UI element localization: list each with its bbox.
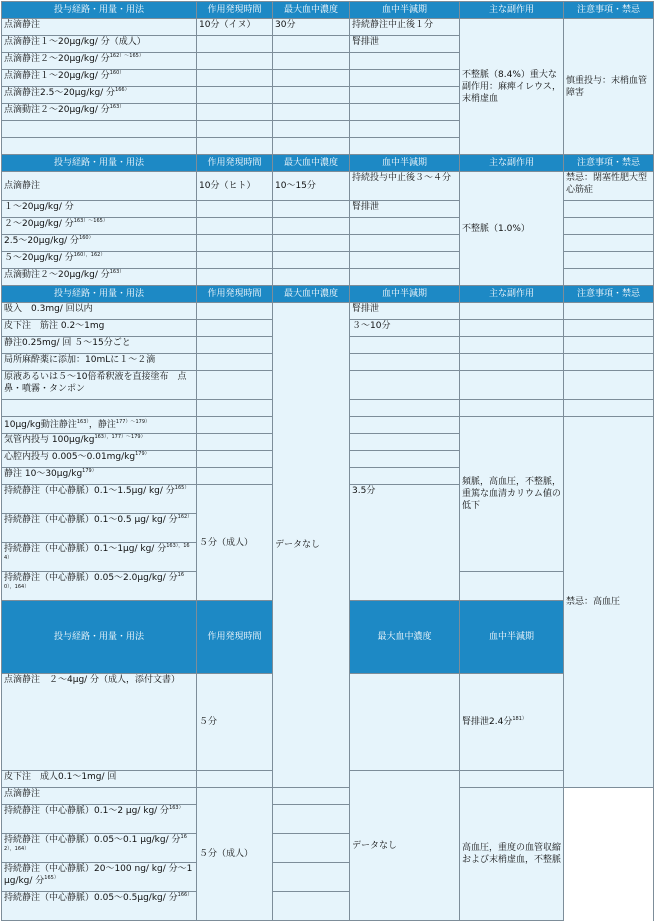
route-cell: １〜20μg/kg/ 分 (2, 201, 197, 218)
col-header-halflife: 血中半減期 (460, 601, 564, 674)
col-header-onset: 作用発現時間 (197, 2, 273, 19)
route-cell: 点滴静注１〜20μg/kg/ 分（成人） (2, 36, 197, 53)
side-effect-cell: 不整脈（8.4%）重大な副作用：麻痺イレウス，末梢虚血 (460, 19, 564, 155)
notes-cell: 禁忌：閉塞性肥大型心筋症 (564, 172, 654, 201)
col-header-route: 投与経路・用量・用法 (2, 2, 197, 19)
route-cell: 持続静注（中心静脈）0.05〜0.5μg/kg/ 分$^{166)}$ (2, 892, 197, 921)
route-cell: 点滴静注１〜20μg/kg/ 分$^{160)}$ (2, 70, 197, 87)
route-cell: 局所麻酔薬に添加：10mLに１〜２滴 (2, 354, 197, 371)
col-header-cmax: 最大血中濃度 (350, 601, 460, 674)
route-cell: 原液あるいは５〜10倍希釈液を直接塗布 点鼻・噴霧・タンポン (2, 371, 197, 400)
onset-cell: ５分 (197, 674, 273, 771)
side-effect-cell: 高血圧，重度の血管収縮および末梢虚血，不整脈 (460, 788, 564, 921)
side-effect-cell: 頻脈，高血圧，不整脈，重篤な血清カリウム値の低下 (460, 417, 564, 572)
table-row (2, 172, 654, 201)
route-cell: 点滴静注 ２〜4μg/ 分（成人，添付文書） (2, 674, 197, 771)
cmax-cell: データなし (350, 771, 460, 921)
halflife-cell: 腎排泄 (350, 201, 460, 218)
route-cell: ２〜20μg/kg/ 分$^{163)〜165)}$ (2, 218, 197, 235)
notes-cell: 慎重投与：末梢血管障害 (564, 19, 654, 155)
col-header-halflife: 血中半減期 (350, 286, 460, 303)
notes-cell: 禁忌：高血圧 (564, 417, 654, 788)
col-header-onset: 作用発現時間 (197, 286, 273, 303)
route-cell: 10μg/kg動注静注$^{163)}$，静注$^{177)〜179)}$ (2, 417, 197, 434)
route-cell: 皮下注 筋注 0.2〜1mg (2, 320, 197, 337)
table-row (2, 303, 654, 320)
col-header-halflife: 血中半減期 (350, 155, 460, 172)
cmax-cell: データなし (273, 303, 350, 788)
col-header-side-effects: 主な副作用 (460, 155, 564, 172)
route-cell: 持続静注（中心静脈）0.1〜0.5 μg/ kg/ 分$^{162)}$ (2, 514, 197, 543)
cmax-cell: 30分 (273, 19, 350, 36)
route-cell: 心腔内投与 0.005〜$0.01mg/kg^{179)}$ (2, 451, 197, 468)
halflife-cell: 腎排泄 (350, 36, 460, 53)
route-cell: 2.5〜20μg/kg/ 分$^{160)}$ (2, 235, 197, 252)
route-cell: 静注0.25mg/ 回 ５〜15分ごと (2, 337, 197, 354)
col-header-cmax: 最大血中濃度 (273, 155, 350, 172)
onset-cell: 10分（ヒト） (197, 172, 273, 201)
route-cell: 点滴静注 (2, 172, 197, 201)
col-header-cmax: 最大血中濃度 (273, 286, 350, 303)
table-row (2, 19, 654, 36)
side-effect-cell: 不整脈（1.0%） (460, 172, 564, 286)
halflife-cell: 腎排泄 (350, 303, 460, 320)
halflife-cell: 持続静注中止後１分 (350, 19, 460, 36)
col-header-halflife: 血中半減期 (350, 2, 460, 19)
col-header-side-effects: 主な副作用 (460, 286, 564, 303)
header-row (2, 286, 654, 303)
route-cell: 持続静注（中心静脈）0.1〜2 μg/ kg/ 分$^{163)}$ (2, 805, 197, 834)
onset-cell: ５分（成人） (197, 485, 273, 601)
route-cell: 点滴動注２〜20μg/kg/ 分$^{163)}$ (2, 104, 197, 121)
halflife-cell: ３〜10分 (350, 320, 460, 337)
route-cell: 持続静注（中心静脈）0.05〜2.0μg/kg/ 分$^{160),164)}$ (2, 572, 197, 601)
col-header-cmax: 最大血中濃度 (273, 2, 350, 19)
route-cell: 静注 10〜$30\mu g/kg^{179)}$ (2, 468, 197, 485)
col-header-onset: 作用発現時間 (197, 601, 273, 674)
route-cell: 持続静注（中心静脈）20〜100 ng/ kg/ 分〜1μg/kg/ 分$^{165)}$ (2, 863, 197, 892)
route-cell: 気管内投与 $100\mu g/kg^{163),177)〜179)}$ (2, 434, 197, 451)
col-header-side-effects: 主な副作用 (460, 2, 564, 19)
route-cell: 点滴静注 (2, 19, 197, 36)
route-cell: 皮下注 成人0.1〜1mg/ 回 (2, 771, 197, 788)
halflife-cell: 3.5分 (350, 485, 460, 601)
col-header-route: 投与経路・用量・用法 (2, 286, 197, 303)
col-header-onset: 作用発現時間 (197, 155, 273, 172)
col-header-route: 投与経路・用量・用法 (2, 601, 197, 674)
halflife-cell: 腎排泄2.4分$^{181)}$ (460, 674, 564, 771)
drug-table (1, 1, 654, 921)
route-cell: 持続静注（中心静脈）0.1〜1μg/ kg/ 分$^{163),164)}$ (2, 543, 197, 572)
route-cell: 吸入 0.3mg/ 回以内 (2, 303, 197, 320)
route-cell: 点滴静注2.5〜20μg/kg/ 分$^{166)}$ (2, 87, 197, 104)
route-cell: 点滴静注 (2, 788, 197, 805)
route-cell: ５〜20μg/kg/ 分$^{160),162)}$ (2, 252, 197, 269)
header-row (2, 155, 654, 172)
header-row (2, 2, 654, 19)
route-cell: 持続静注（中心静脈）0.1〜1.5μg/ kg/ 分$^{165)}$ (2, 485, 197, 514)
table-row (2, 788, 654, 805)
col-header-notes: 注意事項・禁忌 (564, 2, 654, 19)
onset-cell: 10分（イヌ） (197, 19, 273, 36)
col-header-route: 投与経路・用量・用法 (2, 155, 197, 172)
cmax-cell: 10〜15分 (273, 172, 350, 201)
col-header-notes: 注意事項・禁忌 (564, 155, 654, 172)
route-cell: 点滴静注２〜20μg/kg/ 分$^{162)〜165)}$ (2, 53, 197, 70)
col-header-notes: 注意事項・禁忌 (564, 286, 654, 303)
halflife-cell: 持続投与中止後３〜４分 (350, 172, 460, 201)
onset-cell: ５分（成人） (197, 788, 273, 921)
route-cell: 点滴動注２〜20μg/kg/ 分$^{163)}$ (2, 269, 197, 286)
route-cell: 持続静注（中心静脈）0.05〜0.1 μg/kg/ 分$^{162),164)}$ (2, 834, 197, 863)
